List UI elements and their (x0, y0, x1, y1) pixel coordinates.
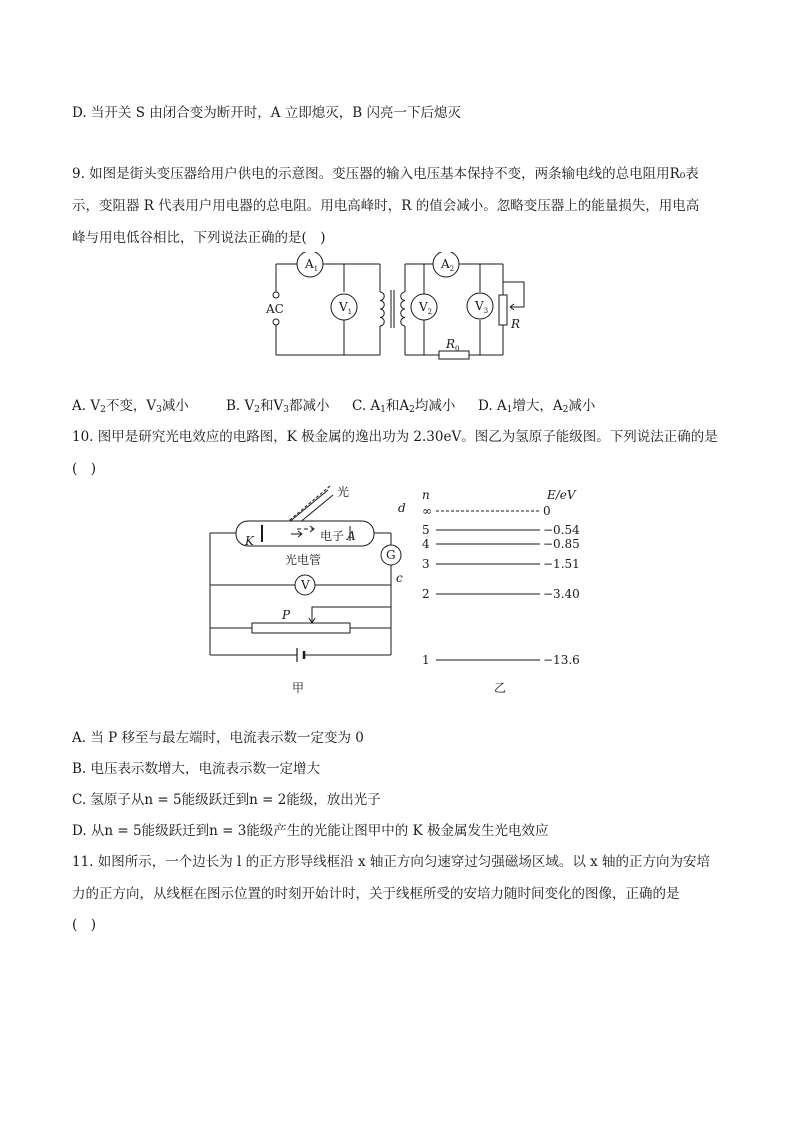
energy-axis-label: E/eV (547, 488, 576, 502)
figure-b-caption: 乙 (494, 681, 507, 695)
light-label: 光 (337, 485, 350, 499)
q10-stem-line-1: 10. 图甲是研究光电效应的电路图，K 极金属的逸出功为 2.30eV。图乙为氢原子能级图。下列说法正确的是 (72, 429, 718, 445)
svg-text:A1: $A_1$ (305, 257, 319, 273)
energy-level-6 (422, 653, 580, 667)
point-d-label: d (398, 501, 406, 515)
q11-stem-line-3: ( ) (72, 917, 97, 933)
energy-level-1 (422, 504, 551, 518)
n-axis-label: n (422, 488, 430, 502)
q9-stem-line-3: 峰与用电低谷相比，下列说法正确的是( ) (72, 230, 326, 246)
resistor-r0-label: R (446, 337, 456, 351)
q10-option-d: D. 从n = 5能级跃迁到n = 3能级产生的光能让图甲中的 K 极金属发生光电效应 (72, 823, 549, 839)
transformer-circuit-figure (260, 252, 540, 368)
figure-a-caption: 甲 (292, 681, 305, 695)
q10-stem-line-2: ( ) (72, 461, 97, 477)
energy-level-n: 4 (422, 537, 430, 551)
q10-option-a: A. 当 P 移至与最左端时，电流表示数一定变为 0 (72, 730, 364, 746)
svg-text:V1: $V_1$ (339, 300, 353, 316)
energy-level-n: 5 (422, 523, 430, 537)
ac-source-label: AC (266, 302, 284, 316)
q11-stem-line-1: 11. 如图所示，一个边长为 l 的正方形导线框沿 x 轴正方向匀速穿过匀强磁场区域。以 x 轴的正方向为安培 (72, 854, 711, 870)
q10-option-c: C. 氢原子从n = 5能级跃迁到n = 2能级，放出光子 (72, 792, 381, 808)
meter-a1-label: A (305, 257, 314, 271)
photoelectric-circuit-figure (200, 478, 420, 700)
svg-text:电子A (320, 528, 356, 543)
energy-level-n: 2 (422, 587, 430, 601)
q9-stem-line-2: 示，变阻器 R 代表用户用电器的总电阻。用电高峰时，R 的值会减小。忽略变压器上的能量损失，用电高 (72, 198, 700, 214)
energy-level-value: −13.6 (543, 653, 580, 667)
energy-level-value: −3.40 (543, 587, 580, 601)
q9-option-d: D. $A_1$增大，$A_2$减小 (478, 398, 596, 415)
q9-stem-line-1: 9. 如图是街头变压器给用户供电的示意图。变压器的输入电压基本保持不变，两条输电线的总电阻用R₀表 (72, 166, 699, 182)
energy-level-5 (422, 587, 580, 601)
energy-level-2 (422, 523, 580, 537)
meter-v2-label: V (419, 300, 428, 314)
rheostat-r-label: R (511, 317, 521, 331)
svg-text:V3: $V_3$ (475, 299, 489, 315)
q8-option-d: D. 当开关 S 由闭合变为断开时，A 立即熄灭，B 闪亮一下后熄灭 (72, 105, 462, 121)
meter-a2-label: A (441, 257, 450, 271)
energy-level-3 (422, 537, 580, 551)
anode-a-label: A (347, 529, 356, 543)
energy-level-n: 1 (422, 653, 430, 667)
energy-level-4 (422, 557, 580, 571)
photocell-label: 光电管 (285, 553, 322, 567)
energy-level-n: 3 (422, 557, 430, 571)
svg-text:V2: $V_2$ (419, 300, 433, 316)
energy-level-value: −0.85 (543, 537, 580, 551)
q9-option-c: C. $A_1$和$A_2$均减小 (352, 398, 456, 415)
energy-level-value: −0.54 (543, 523, 580, 537)
cathode-k-label: K (245, 534, 254, 548)
energy-level-n: ∞ (422, 504, 432, 518)
galvanometer-label: G (386, 548, 396, 562)
q10-option-b: B. 电压表示数增大，电流表示数一定增大 (72, 761, 321, 777)
q9-option-a: A. $V_2$不变，$V_3$减小 (72, 398, 189, 415)
svg-text:A2: $A_2$ (441, 257, 455, 273)
slider-p-label: P (282, 608, 291, 622)
q11-stem-line-2: 力的正方向，从线框在图示位置的时刻开始计时，关于线框所受的安培力随时间变化的图像，正确的是 (72, 886, 680, 902)
voltmeter-label: V (301, 578, 310, 592)
point-c-label: c (396, 571, 403, 585)
energy-level-diagram (412, 478, 602, 700)
q9-option-b: B. $V_2$和$V_3$都减小 (226, 398, 330, 415)
electron-label: 电子 (320, 529, 345, 543)
svg-text:R0: $R_0$ (446, 337, 460, 353)
meter-v3-label: V (475, 299, 484, 313)
meter-v1-label: V (339, 300, 348, 314)
energy-level-value: 0 (543, 504, 551, 518)
energy-level-value: −1.51 (543, 557, 580, 571)
